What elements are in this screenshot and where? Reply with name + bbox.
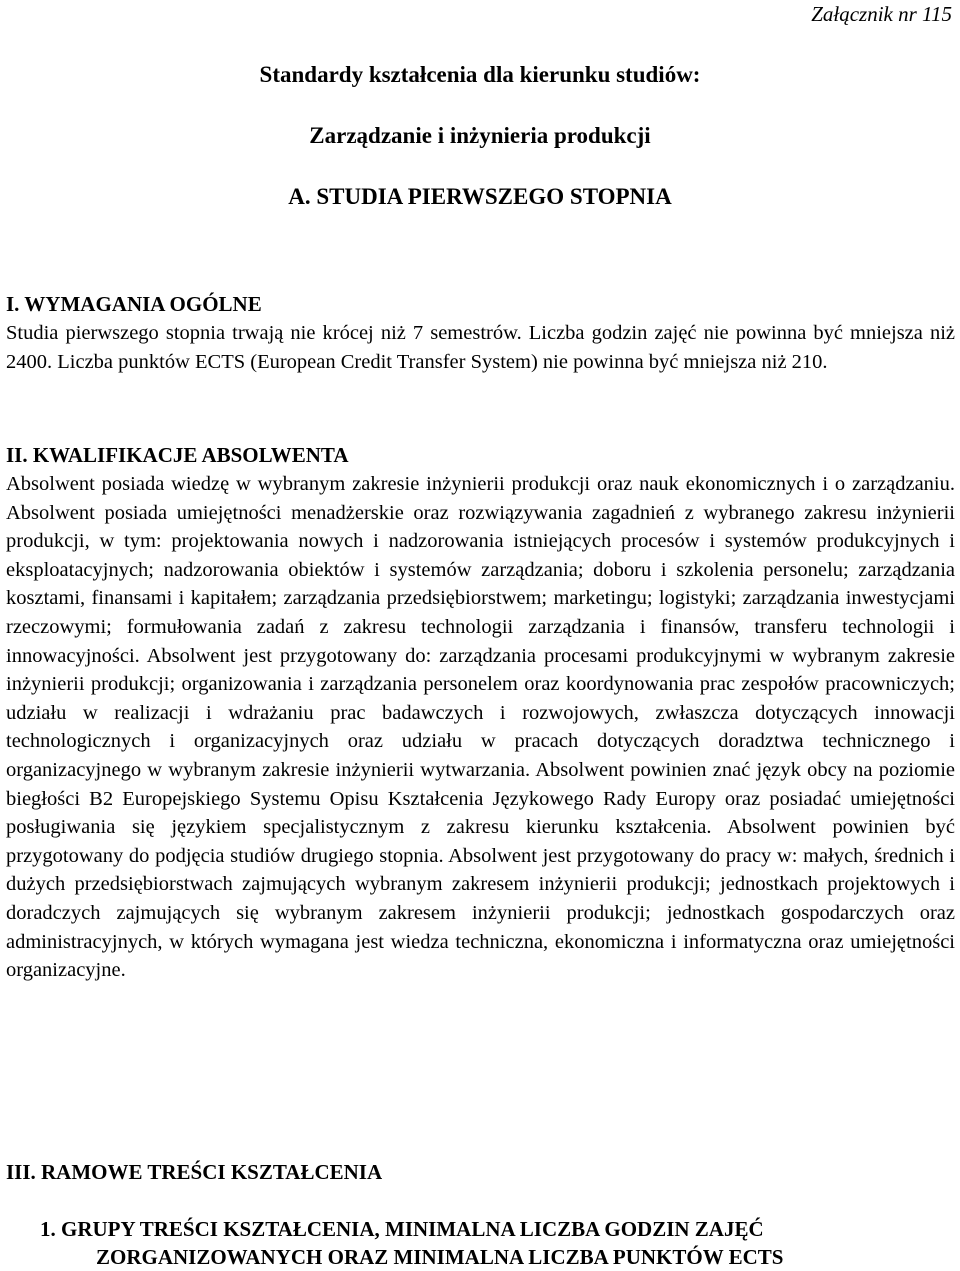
annex-label: Załącznik nr 115 — [811, 2, 952, 26]
subsection-heading-line1: 1. GRUPY TREŚCI KSZTAŁCENIA, MINIMALNA LICZBA GODZIN ZAJĘĆ — [40, 1217, 764, 1241]
section-general-requirements-heading: I. WYMAGANIA OGÓLNE — [6, 292, 262, 316]
section-graduate-qualifications-heading: II. KWALIFIKACJE ABSOLWENTA — [6, 443, 349, 467]
subsection-heading-line2: ZORGANIZOWANYCH ORAZ MINIMALNA LICZBA PUNKTÓW ECTS — [96, 1245, 784, 1269]
section-curriculum-framework-heading: III. RAMOWE TREŚCI KSZTAŁCENIA — [6, 1160, 383, 1184]
field-of-study-title: Zarządzanie i inżynieria produkcji — [309, 123, 651, 148]
study-level-title: A. STUDIA PIERWSZEGO STOPNIA — [288, 184, 672, 209]
document-title: Standardy kształcenia dla kierunku studiów: — [259, 62, 701, 87]
section-graduate-qualifications-text: Absolwent posiada wiedzę w wybranym zakresie inżynierii produkcji oraz nauk ekonomicznych i o zarządzaniu. Absolwent posiada umiejętności menadżerskie oraz rozwiązywania zagadnień z wybranego zakresu inżynierii produkcji, w tym: projektowania nowych i nadzorowania istniejących procesów i systemów produkcyjnych i eksploatacyjnych; nadzorowania obiektów i systemów zarządzania; doboru i szkolenia personelu; zarządzania kosztami, finansami i kapitałem; zarządzania przedsiębiorstwem; marketingu; logistyki; zarządzania inwestycjami rzeczowymi; formułowania zadań z zakresu technologii zarządzania i finansów, transferu technologii i innowacyjności. Absolwent jest przygotowany do: zarządzania procesami produkcyjnymi w wybranym zakresie inżynierii produkcji; organizowania i zarządzania personelem oraz koordynowania prac zespołów pracowniczych; udziału w realizacji i wdrażaniu prac badawczych i rozwojowych, zwłaszcza dotyczących innowacji technologicznych i organizacyjnych oraz udziału w pracach dotyczących doradztwa technicznego i organizacyjnego w wybranym zakresie inżynierii wytwarzania. Absolwent powinien znać język obcy na poziomie biegłości B2 Europejskiego Systemu Opisu Kształcenia Językowego Rady Europy oraz posiadać umiejętności posługiwania się językiem specjalistycznym z zakresu kierunku kształcenia. Absolwent powinien być przygotowany do podjęcia studiów drugiego stopnia. Absolwent jest przygotowany do pracy w: małych, średnich i dużych przedsiębiorstwach zajmujących wybranym zakresem inżynierii produkcji; jednostkach projektowych i doradczych zajmujących się wybranym zakresem inżynierii produkcji; jednostkach gospodarczych oraz administracyjnych, w których wymagana jest wiedza techniczna, ekonomiczna i informatyczna oraz umiejętności organizacyjne. — [6, 473, 955, 982]
section-general-requirements-text: Studia pierwszego stopnia trwają nie krócej niż 7 semestrów. Liczba godzin zajęć nie powinna być mniejsza niż 2400. Liczba punktów ECTS (European Credit Transfer System) nie powinna być mniejsza niż 210. — [6, 322, 955, 373]
subsection-content-groups-heading — [40, 1215, 955, 1271]
